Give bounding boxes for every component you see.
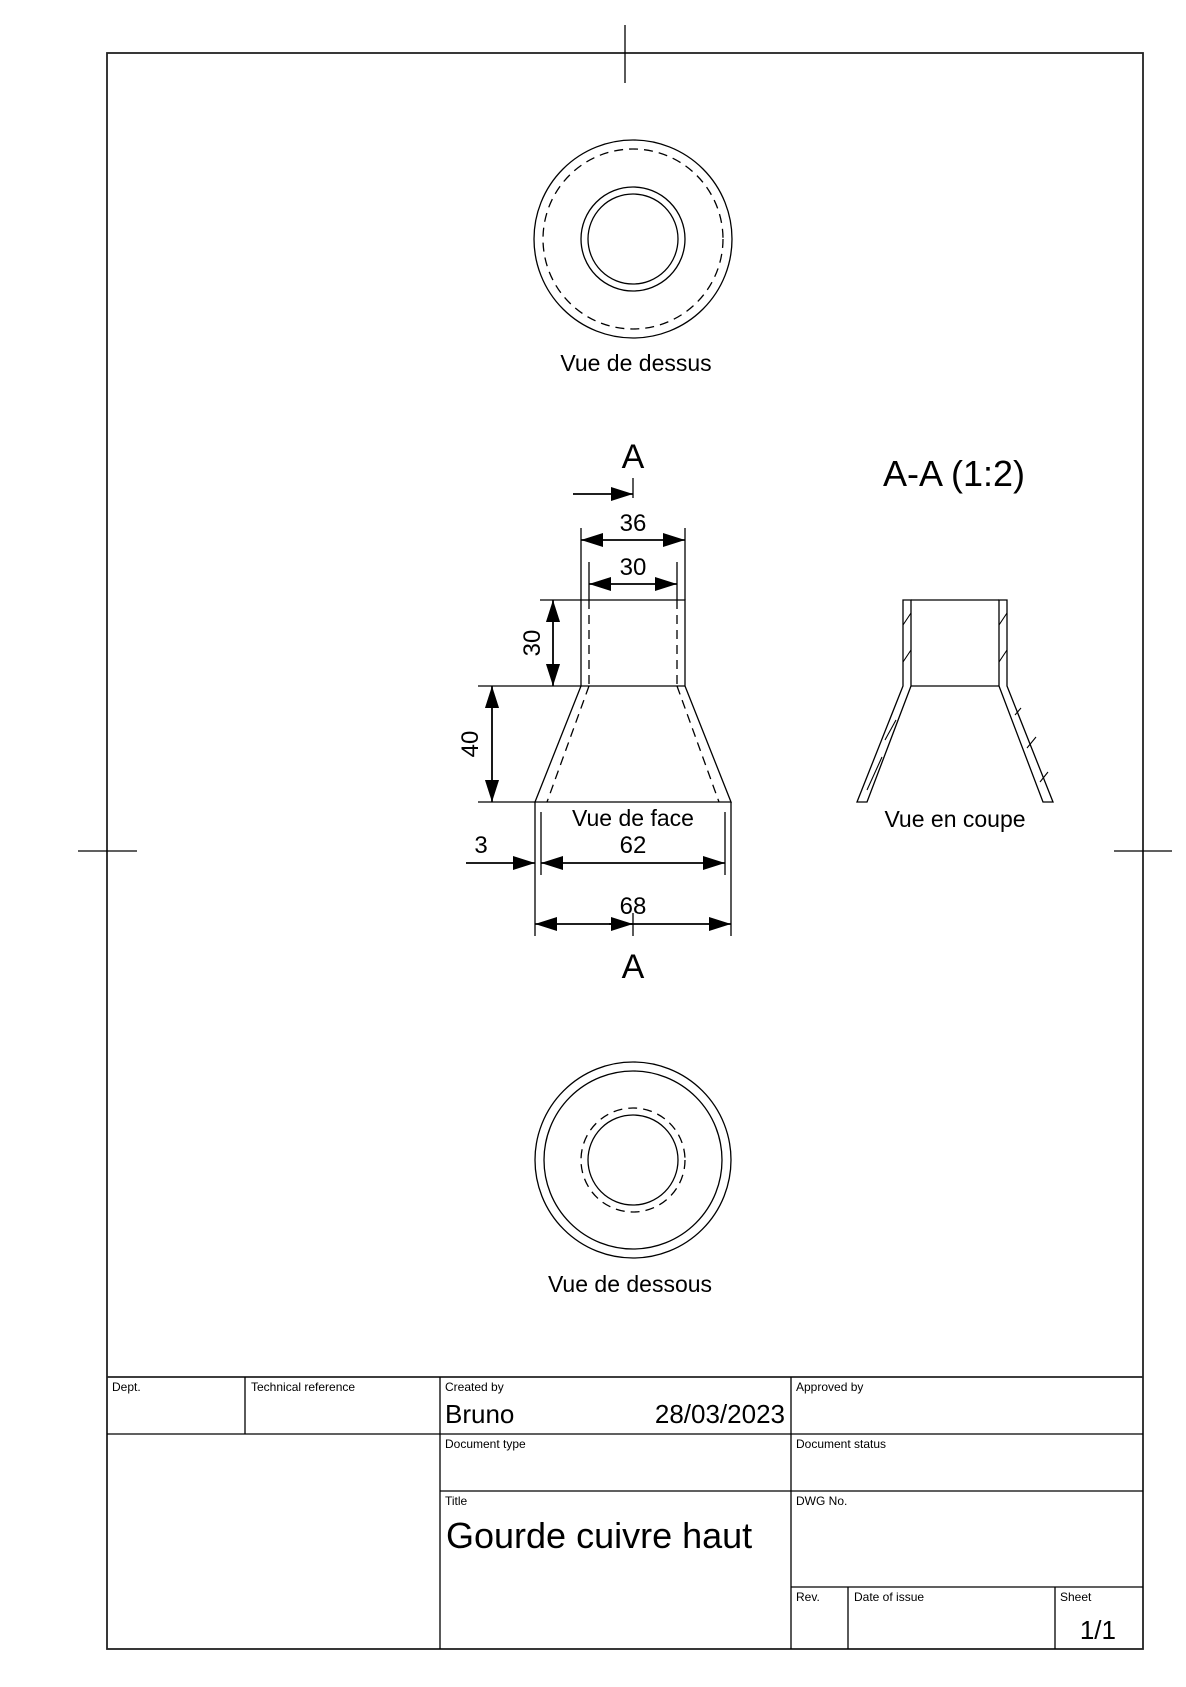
section-mark-top: A xyxy=(621,438,645,476)
dim-3-label: 3 xyxy=(474,832,488,859)
dwg-no-label: DWG No. xyxy=(796,1494,848,1508)
drawing-title: Gourde cuivre haut xyxy=(446,1515,753,1556)
sheet-label: Sheet xyxy=(1060,1590,1092,1604)
section-view-label: Vue en coupe xyxy=(884,806,1026,832)
dept-label: Dept. xyxy=(112,1380,141,1394)
title-label: Title xyxy=(445,1494,468,1508)
approved-by-label: Approved by xyxy=(796,1380,864,1394)
top-view xyxy=(534,140,732,376)
section-hatching xyxy=(867,613,1048,790)
bottom-view xyxy=(535,1062,731,1297)
dim-height-30-label: 30 xyxy=(519,629,546,657)
date-of-issue-label: Date of issue xyxy=(854,1590,925,1604)
front-view-dimensions xyxy=(457,438,731,986)
created-by-label: Created by xyxy=(445,1380,504,1394)
created-by-value: Bruno xyxy=(445,1399,515,1429)
rev-label: Rev. xyxy=(796,1590,820,1604)
front-view xyxy=(535,600,731,831)
technical-reference-label: Technical reference xyxy=(251,1380,356,1394)
bottom-view-label: Vue de dessous xyxy=(547,1271,713,1297)
dim-36-label: 36 xyxy=(619,510,647,537)
dim-68-label: 68 xyxy=(619,893,647,920)
section-view xyxy=(857,453,1053,832)
top-view-label: Vue de dessus xyxy=(560,350,712,376)
front-view-label: Vue de face xyxy=(572,805,694,831)
document-type-label: Document type xyxy=(445,1437,526,1451)
document-status-label: Document status xyxy=(796,1437,887,1451)
section-title: A-A (1:2) xyxy=(882,453,1026,494)
date-value: 28/03/2023 xyxy=(654,1399,785,1429)
sheet-value: 1/1 xyxy=(1079,1615,1116,1645)
title-block xyxy=(107,1377,1143,1649)
section-mark-bottom: A xyxy=(621,948,645,986)
dim-height-40-label: 40 xyxy=(457,730,484,758)
dim-30-label: 30 xyxy=(619,554,647,581)
dim-62-label: 62 xyxy=(619,832,647,859)
